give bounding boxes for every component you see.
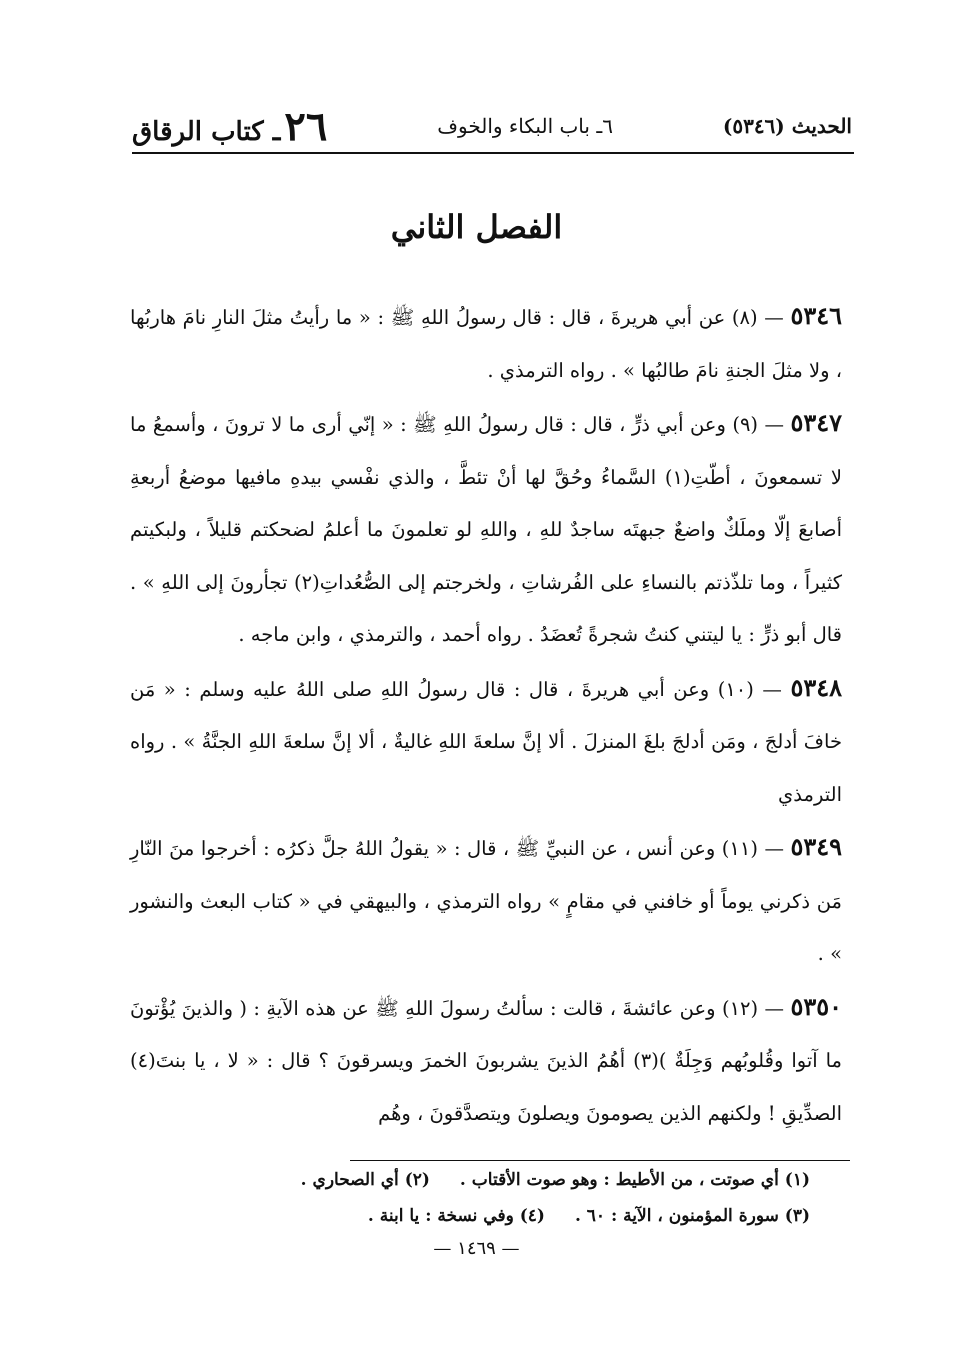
hadith-5349 — [130, 821, 842, 981]
hadith-number: ٥٣٤٦ — [790, 301, 843, 330]
footnote-row — [250, 1198, 810, 1234]
hadith-text: — (٩) وعن أبي ذرٍّ ، قال : قال رسولُ اللهِ ﷺ : « إنّي أرى ما لا ترونَ ، وأسمعُ ما لا تسمعونَ ، أطّتِ(١) السَّماءُ وحُقَّ لها أنْ تئطَّ ، والذي نفْسي بيدهِ مافيها موضعُ أربعةِ أصابعَ إلّا وملَكٌ واضعٌ جبهتَه ساجدٌ للهِ ، واللهِ لو تعلمونَ ما أعلمُ لضحكتم قليلاً ، ولبكيتم كثيراً ، وما تلذّذتم بالنساءِ على الفُرشاتِ ، ولخرجتم إلى الصُّعُداتِ(٢) تجأرونَ إلى اللهِ » . قال أبو ذرٍّ : يا ليتني كنتُ شجرةً تُعضَدُ . رواه أحمد ، والترمذي ، وابن ماجه . — [130, 413, 842, 646]
hadith-text: — (١٢) وعن عائشةَ ، قالت : سألتُ رسولَ اللهِ ﷺ عن هذه الآيةِ : ( والذينَ يُؤْتونَ ما آتوا وقُلوبُهم وَجِلَةٌ )(٣) أهُمُ الذينَ يشربونَ الخمرَ ويسرقونَ ؟ قال : « لا ، يا بنتَ(٤) الصدِّيقِ ! ولكنهم الذين يصومونَ ويصلونَ ويتصدَّقونَ ، وهُم — [130, 996, 842, 1125]
footnote-1: (١) أي صوتت ، من الأطيط : وهو صوت الأقتاب . — [459, 1170, 810, 1190]
hadith-text: — (٨) عن أبي هريرةَ ، قال : قال رسولُ اللهِ ﷺ : « ما رأيتُ مثلَ النارِ نامَ هاربُها ، ولا مثلَ الجنةِ نامَ طالبُها » . رواه الترمذي . — [130, 306, 842, 382]
footnote-4: (٤) وفي نسخة : يا ابنة . — [367, 1206, 545, 1226]
hadith-5346 — [130, 290, 842, 397]
hadith-number: ٥٣٤٨ — [790, 672, 842, 702]
page-number: — ١٤٦٩ — — [433, 1238, 520, 1259]
header-rule — [132, 152, 854, 154]
hadith-5348 — [130, 662, 842, 822]
footnote-rule — [350, 1160, 850, 1161]
chapter-title: ٦ـ باب البكاء والخوف — [437, 114, 613, 138]
book-number: ٢٦ — [284, 102, 328, 150]
hadith-text: — (١١) وعن أنس ، عن النبيِّ ﷺ ، قال : « يقولُ اللهُ جلَّ ذكرُه : أخرجوا منَ النّارِ مَن ذكرني يوماً أو خافني في مقامٍ » رواه الترمذي ، والبيهقي في « كتاب البعث والنشور » . — [130, 837, 842, 965]
footnote-3: (٣) سورة المؤمنون ، الآية : ٦٠ . — [574, 1206, 810, 1226]
hadith-5347 — [130, 397, 842, 662]
hadith-number: ٥٣٥٠ — [790, 991, 843, 1021]
running-header — [132, 100, 852, 152]
hadith-number: ٥٣٤٩ — [790, 832, 842, 861]
footnote-row — [250, 1162, 810, 1198]
hadith-text: — (١٠) وعن أبي هريرةَ ، قال : قال رسولُ اللهِ صلى اللهُ عليه وسلم : « مَن خافَ أدلجَ ، ومَن أدلجَ بلغَ المنزلَ . ألا إنَّ سلعةَ اللهِ غاليةٌ ، ألا إنَّ سلعةَ اللهِ الجنَّةُ » . رواه الترمذي — [130, 677, 842, 806]
book-title-text: ـ كتاب الرقاق — [132, 116, 281, 147]
book-title — [132, 103, 327, 150]
hadith-number: ٥٣٤٧ — [790, 408, 842, 437]
hadith-range: الحديث (٥٣٤٦) — [722, 114, 852, 138]
footnotes — [250, 1162, 810, 1234]
hadith-5350 — [130, 981, 842, 1141]
main-text — [130, 290, 842, 1140]
section-title: الفصل الثاني — [390, 208, 563, 246]
footnote-2: (٢) أي الصحاري . — [300, 1170, 430, 1190]
